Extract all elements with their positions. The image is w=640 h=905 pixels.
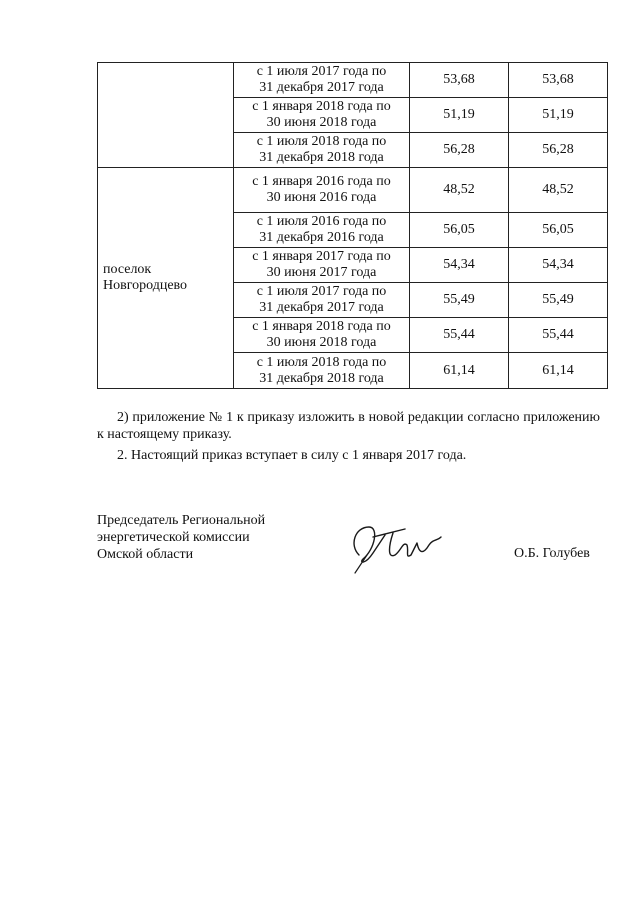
period-line-2: 30 июня 2017 года: [266, 265, 377, 280]
period-line-2: 31 декабря 2017 года: [259, 80, 384, 95]
locality-cell-empty: [98, 63, 234, 168]
value-cell-a: 55,44: [410, 318, 509, 353]
tariff-table: [97, 62, 608, 389]
value-cell-a: 48,52: [410, 168, 509, 213]
period-line-1: с 1 января 2017 года по: [252, 249, 391, 264]
period-line-2: 31 декабря 2018 года: [259, 370, 384, 386]
value-cell-a: 61,14: [410, 353, 509, 389]
effective-date-paragraph: 2. Настоящий приказ вступает в силу с 1 января 2017 года.: [117, 448, 467, 463]
signer-position-line-2: энергетической комиссии: [97, 530, 250, 545]
value-cell-a: 56,28: [410, 133, 509, 168]
value-cell-b: 56,05: [509, 213, 608, 248]
period-line-2: 31 декабря 2017 года: [259, 300, 384, 315]
value-cell-b: 61,14: [509, 353, 608, 389]
table-row: [98, 168, 608, 213]
period-cell: [234, 318, 410, 353]
period-line-1: с 1 января 2018 года по: [252, 99, 391, 114]
period-cell: [234, 353, 410, 389]
period-cell: [234, 248, 410, 283]
locality-cell: [98, 168, 234, 389]
period-line-1: с 1 июля 2018 года по: [256, 134, 387, 149]
value-cell-b: 56,28: [509, 133, 608, 168]
handwritten-signature: [345, 515, 445, 577]
period-line-1: с 1 января 2016 года по: [252, 174, 391, 189]
locality-line-2: Новгородцево: [103, 278, 188, 293]
period-line-2: 31 декабря 2018 года: [259, 150, 384, 165]
period-cell: [234, 63, 410, 98]
period-line-2: 31 декабря 2016 года: [259, 230, 384, 245]
period-cell: [234, 283, 410, 318]
value-cell-a: 54,34: [410, 248, 509, 283]
period-line-1: с 1 июля 2017 года по: [256, 64, 387, 79]
value-cell-b: 48,52: [509, 168, 608, 213]
value-cell-a: 55,49: [410, 283, 509, 318]
signer-position-line-1: Председатель Региональной: [97, 513, 266, 528]
period-line-2: 30 июня 2018 года: [266, 115, 377, 130]
period-line-1: с 1 июля 2017 года по: [256, 284, 387, 299]
value-cell-a: 51,19: [410, 98, 509, 133]
period-cell: [234, 98, 410, 133]
value-cell-a: 56,05: [410, 213, 509, 248]
value-cell-b: 55,49: [509, 283, 608, 318]
locality-line-1: поселок: [103, 262, 152, 277]
period-line-1: с 1 июля 2018 года по: [256, 354, 387, 370]
table-row: [98, 63, 608, 98]
signer-position-line-3: Омской области: [97, 547, 194, 562]
period-line-2: 30 июня 2018 года: [266, 335, 377, 350]
amendment-paragraph: 2) приложение № 1 к приказу изложить в новой редакции согласно приложению к настоящему приказу.: [97, 410, 600, 442]
value-cell-b: 51,19: [509, 98, 608, 133]
signer-name: О.Б. Голубев: [514, 546, 590, 561]
period-line-1: с 1 января 2018 года по: [252, 319, 391, 334]
period-line-2: 30 июня 2016 года: [266, 190, 377, 205]
signer-position: [97, 512, 265, 563]
value-cell-b: 54,34: [509, 248, 608, 283]
period-cell: [234, 168, 410, 213]
period-cell: [234, 133, 410, 168]
period-line-1: с 1 июля 2016 года по: [256, 214, 387, 229]
value-cell-b: 53,68: [509, 63, 608, 98]
value-cell-b: 55,44: [509, 318, 608, 353]
period-cell: [234, 213, 410, 248]
value-cell-a: 53,68: [410, 63, 509, 98]
